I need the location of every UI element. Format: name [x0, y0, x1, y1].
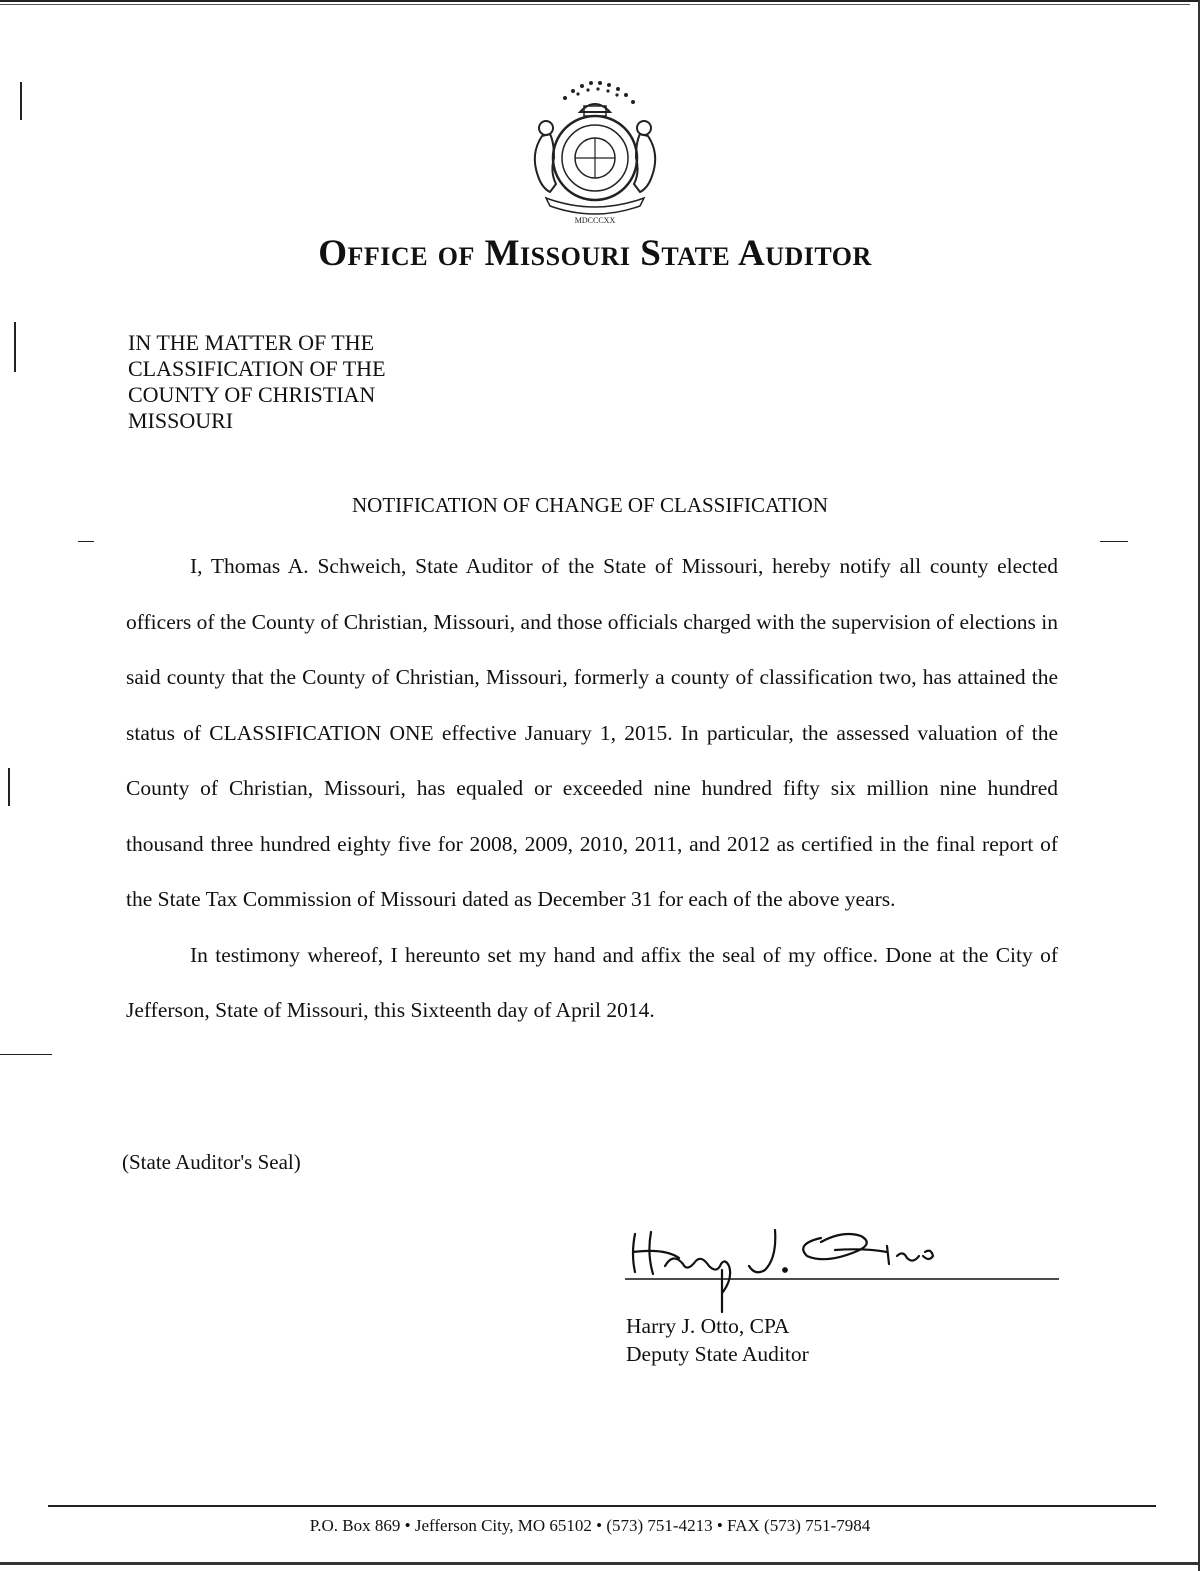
- notice-paragraph-1: I, Thomas A. Schweich, State Auditor of the State of Missouri, hereby notify all county elected officers of the County of Christian, Missouri, and those officials charged with the supervision of elections in said county that the County of Christian, Missouri, formerly a county of classification two, has attained the status of CLASSIFICATION ONE effective January 1, 2015. In particular, the assessed valuation of the County of Christian, Missouri, has equaled or exceeded nine hundred fifty six million nine hundred thousand three hundred eighty five for 2008, 2009, 2010, 2011, and 2012 as certified in the final report of the State Tax Commission of Missouri dated as December 31 for each of the above years.: [126, 554, 1058, 911]
- handwritten-signature: [625, 1222, 1065, 1314]
- seal-year: MDCCCXX: [574, 216, 616, 225]
- footer-divider: [48, 1505, 1156, 1507]
- signer-title: Deputy State Auditor: [626, 1342, 809, 1366]
- scan-edge-top: [0, 0, 1200, 2]
- notification-heading: NOTIFICATION OF CHANGE OF CLASSIFICATION: [351, 493, 829, 517]
- scan-mark: [0, 1054, 52, 1055]
- scan-mark: [20, 82, 22, 120]
- footer-contact: P.O. Box 869 • Jefferson City, MO 65102 • (573) 751-4213 • FAX (573) 751-7984: [309, 1516, 871, 1535]
- missouri-state-seal-icon: [520, 76, 670, 226]
- matter-caption: [128, 330, 386, 434]
- signer-name: Harry J. Otto, CPA: [626, 1314, 790, 1338]
- scan-mark: [78, 541, 94, 542]
- scan-mark: [8, 768, 10, 806]
- notice-paragraph-2: In testimony whereof, I hereunto set my hand and affix the seal of my office. Done at the City of Jefferson, State of Missouri, this Sixteenth day of April 2014.: [126, 942, 1058, 1022]
- seal-placeholder-note: (State Auditor's Seal): [122, 1150, 301, 1174]
- scan-edge-top-inner: [0, 4, 1190, 5]
- matter-line: MISSOURI: [128, 408, 234, 433]
- matter-line: IN THE MATTER OF THE: [128, 330, 375, 355]
- scan-mark: [1100, 541, 1128, 542]
- signer-block: [626, 1312, 809, 1368]
- scan-mark: [14, 322, 16, 372]
- scan-edge-bottom: [0, 1562, 1200, 1565]
- notice-body: [126, 539, 1058, 1039]
- matter-line: COUNTY OF CHRISTIAN: [128, 382, 376, 407]
- matter-line: CLASSIFICATION OF THE: [128, 356, 386, 381]
- office-title: Office of Missouri State Auditor: [318, 233, 872, 274]
